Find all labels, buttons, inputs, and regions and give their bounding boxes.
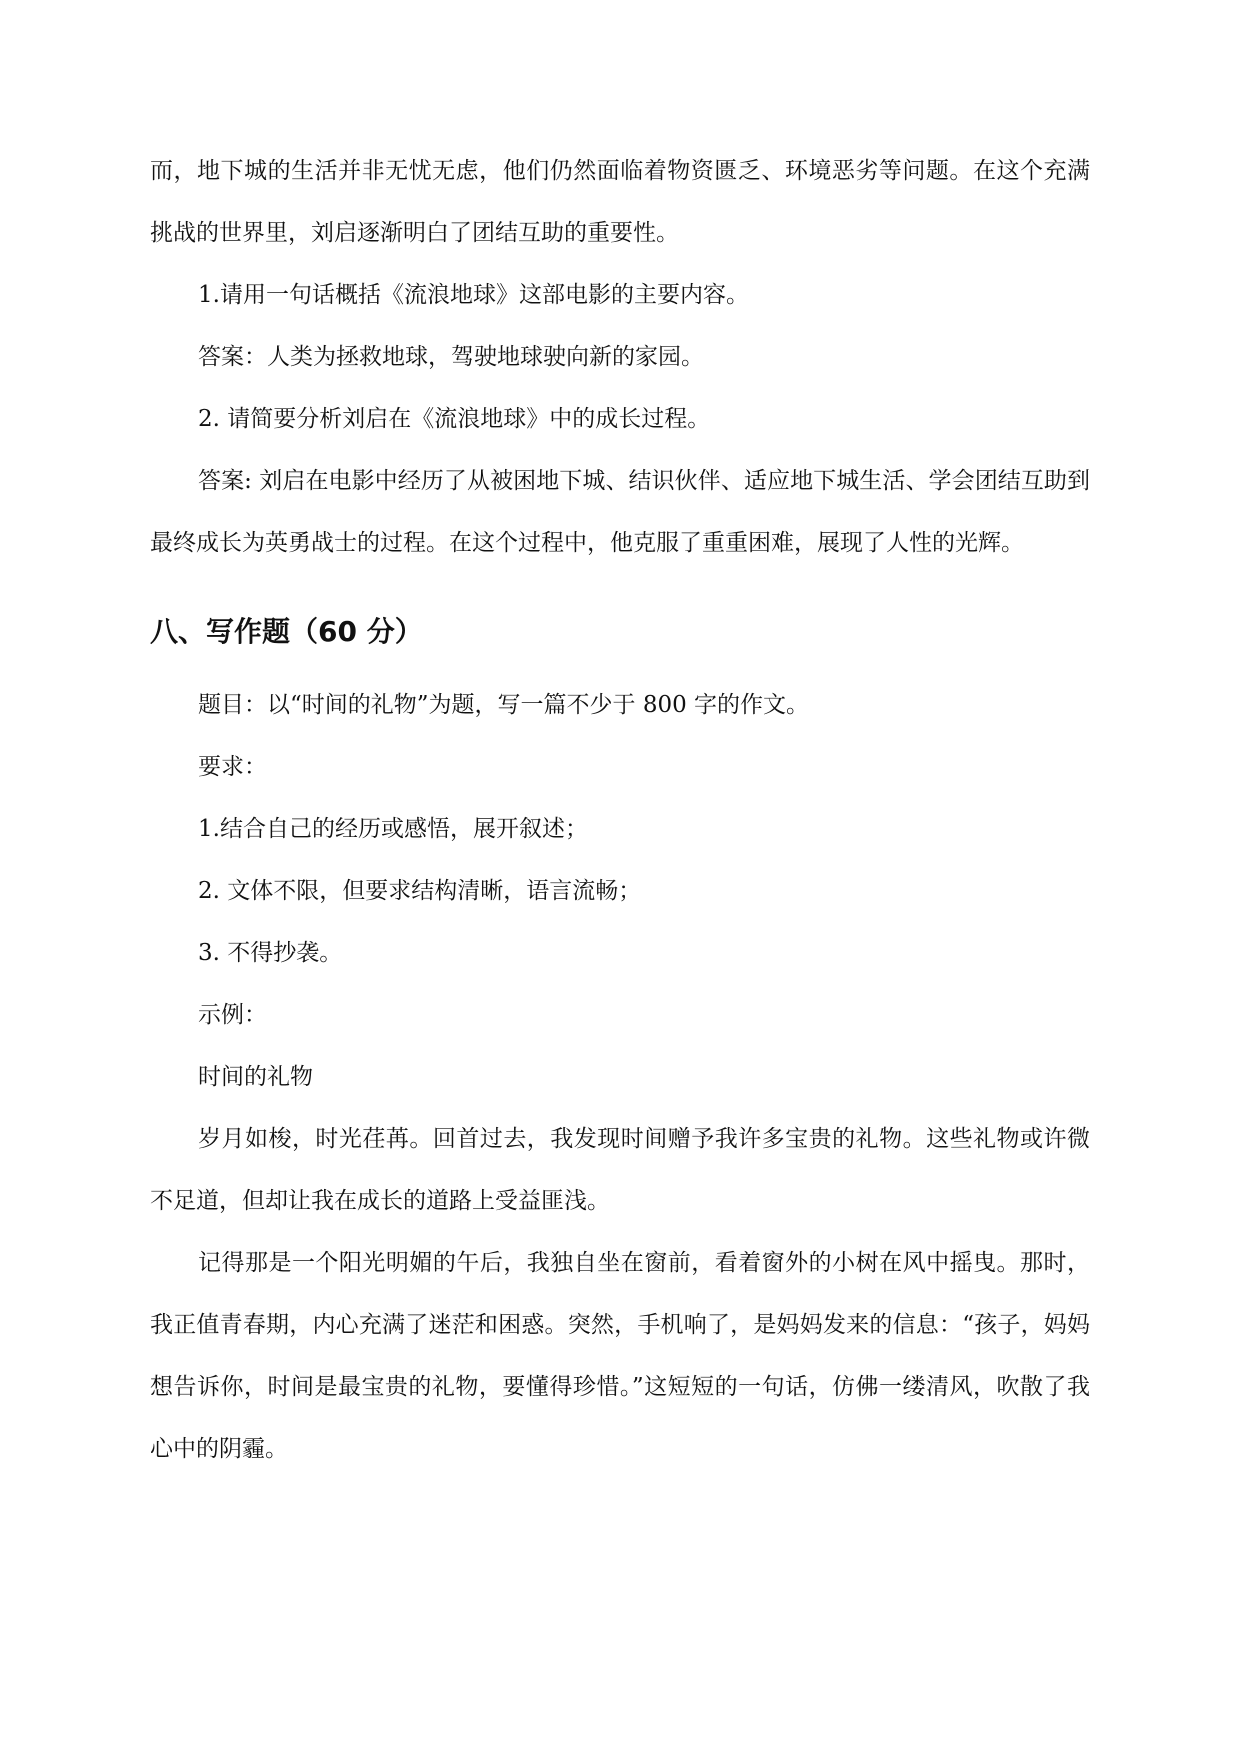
essay-prompt: 题目：以“时间的礼物”为题，写一篇不少于 800 字的作文。 [198,692,810,718]
example-label: 示例： [198,1002,267,1028]
document-body [150,140,1090,1480]
requirement-3: 3. 不得抄袭。 [198,940,343,966]
example-paragraph-1: 岁月如梭，时光荏苒。回首过去，我发现时间赠予我许多宝贵的礼物。这些礼物或许微不足道，但却让我在成长的道路上受益匪浅。 [150,1126,1090,1214]
requirement-2: 2. 文体不限，但要求结构清晰，语言流畅； [198,878,642,904]
example-paragraph-2: 记得那是一个阳光明媚的午后，我独自坐在窗前，看着窗外的小树在风中摇曳。那时，我正值青春期，内心充满了迷茫和困惑。突然，手机响了，是妈妈发来的信息：“孩子，妈妈想告诉你，时间是最宝贵的礼物，要懂得珍惜。”这短短的一句话，仿佛一缕清风，吹散了我心中的阴霾。 [150,1250,1090,1462]
example-title: 时间的礼物 [198,1064,313,1090]
question-2: 2. 请简要分析刘启在《流浪地球》中的成长过程。 [198,406,711,432]
answer-2: 答案: 刘启在电影中经历了从被困地下城、结识伙伴、适应地下城生活、学会团结互助到最终成长为英勇战士的过程。在这个过程中，他克服了重重困难，展现了人性的光辉。 [150,468,1090,556]
requirement-1: 1.结合自己的经历或感悟，展开叙述； [198,816,588,842]
requirements-label: 要求： [198,754,267,780]
question-1: 1.请用一句话概括《流浪地球》这部电影的主要内容。 [198,282,749,308]
paragraph-continuation: 而，地下城的生活并非无忧无虑，他们仍然面临着物资匮乏、环境恶劣等问题。在这个充满挑战的世界里，刘启逐渐明白了团结互助的重要性。 [150,158,1090,246]
section-heading: 八、写作题（60 分） [150,615,423,648]
answer-1: 答案：人类为拯救地球，驾驶地球驶向新的家园。 [198,344,704,370]
